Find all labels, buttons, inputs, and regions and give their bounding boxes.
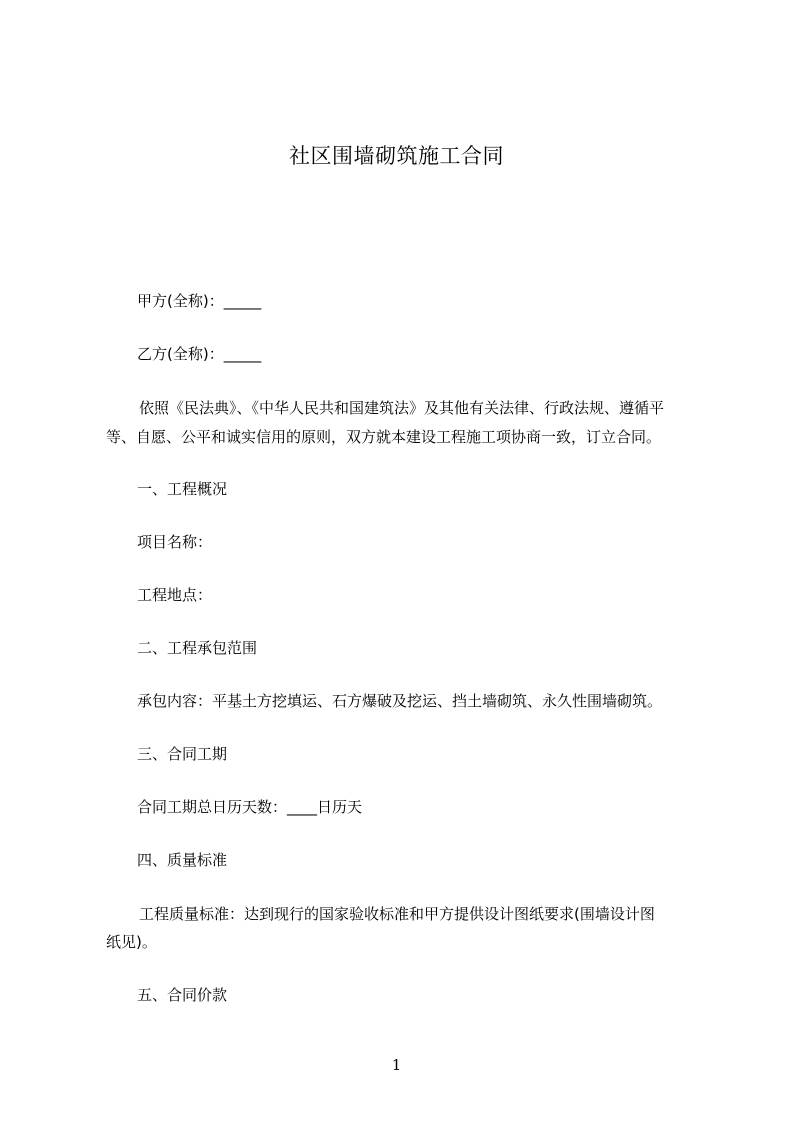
party-b-line: 乙方(全称)：_____ [137,345,262,363]
document-title: 社区围墙砌筑施工合同 [289,144,504,168]
page-number: 1 [391,1056,402,1074]
section-3-heading: 三、合同工期 [137,745,228,763]
contract-scope-line: 承包内容：平基土方挖填运、石方爆破及挖运、挡土墙砌筑、永久性围墙砌筑。 [137,692,663,710]
section-5-heading: 五、合同价款 [137,986,228,1004]
contract-duration-line: 合同工期总日历天数：____日历天 [137,798,363,816]
quality-standard-line-2: 纸见)。 [106,933,157,951]
preamble-line-2: 等、自愿、公平和诚实信用的原则，双方就本建设工程施工项协商一致，订立合同。 [106,428,662,446]
section-2-heading: 二、工程承包范围 [137,639,258,657]
party-a-line: 甲方(全称)：_____ [137,292,262,310]
quality-standard-line-1: 工程质量标准：达到现行的国家验收标准和甲方提供设计图纸要求(围墙设计图 [139,905,655,923]
project-location-line: 工程地点： [137,586,213,604]
project-name-line: 项目名称： [137,533,213,551]
section-4-heading: 四、质量标准 [137,851,228,869]
section-1-heading: 一、工程概况 [137,480,228,498]
preamble-line-1: 依照《民法典》、《中华人民共和国建筑法》及其他有关法律、行政法规、遵循平 [139,399,665,417]
